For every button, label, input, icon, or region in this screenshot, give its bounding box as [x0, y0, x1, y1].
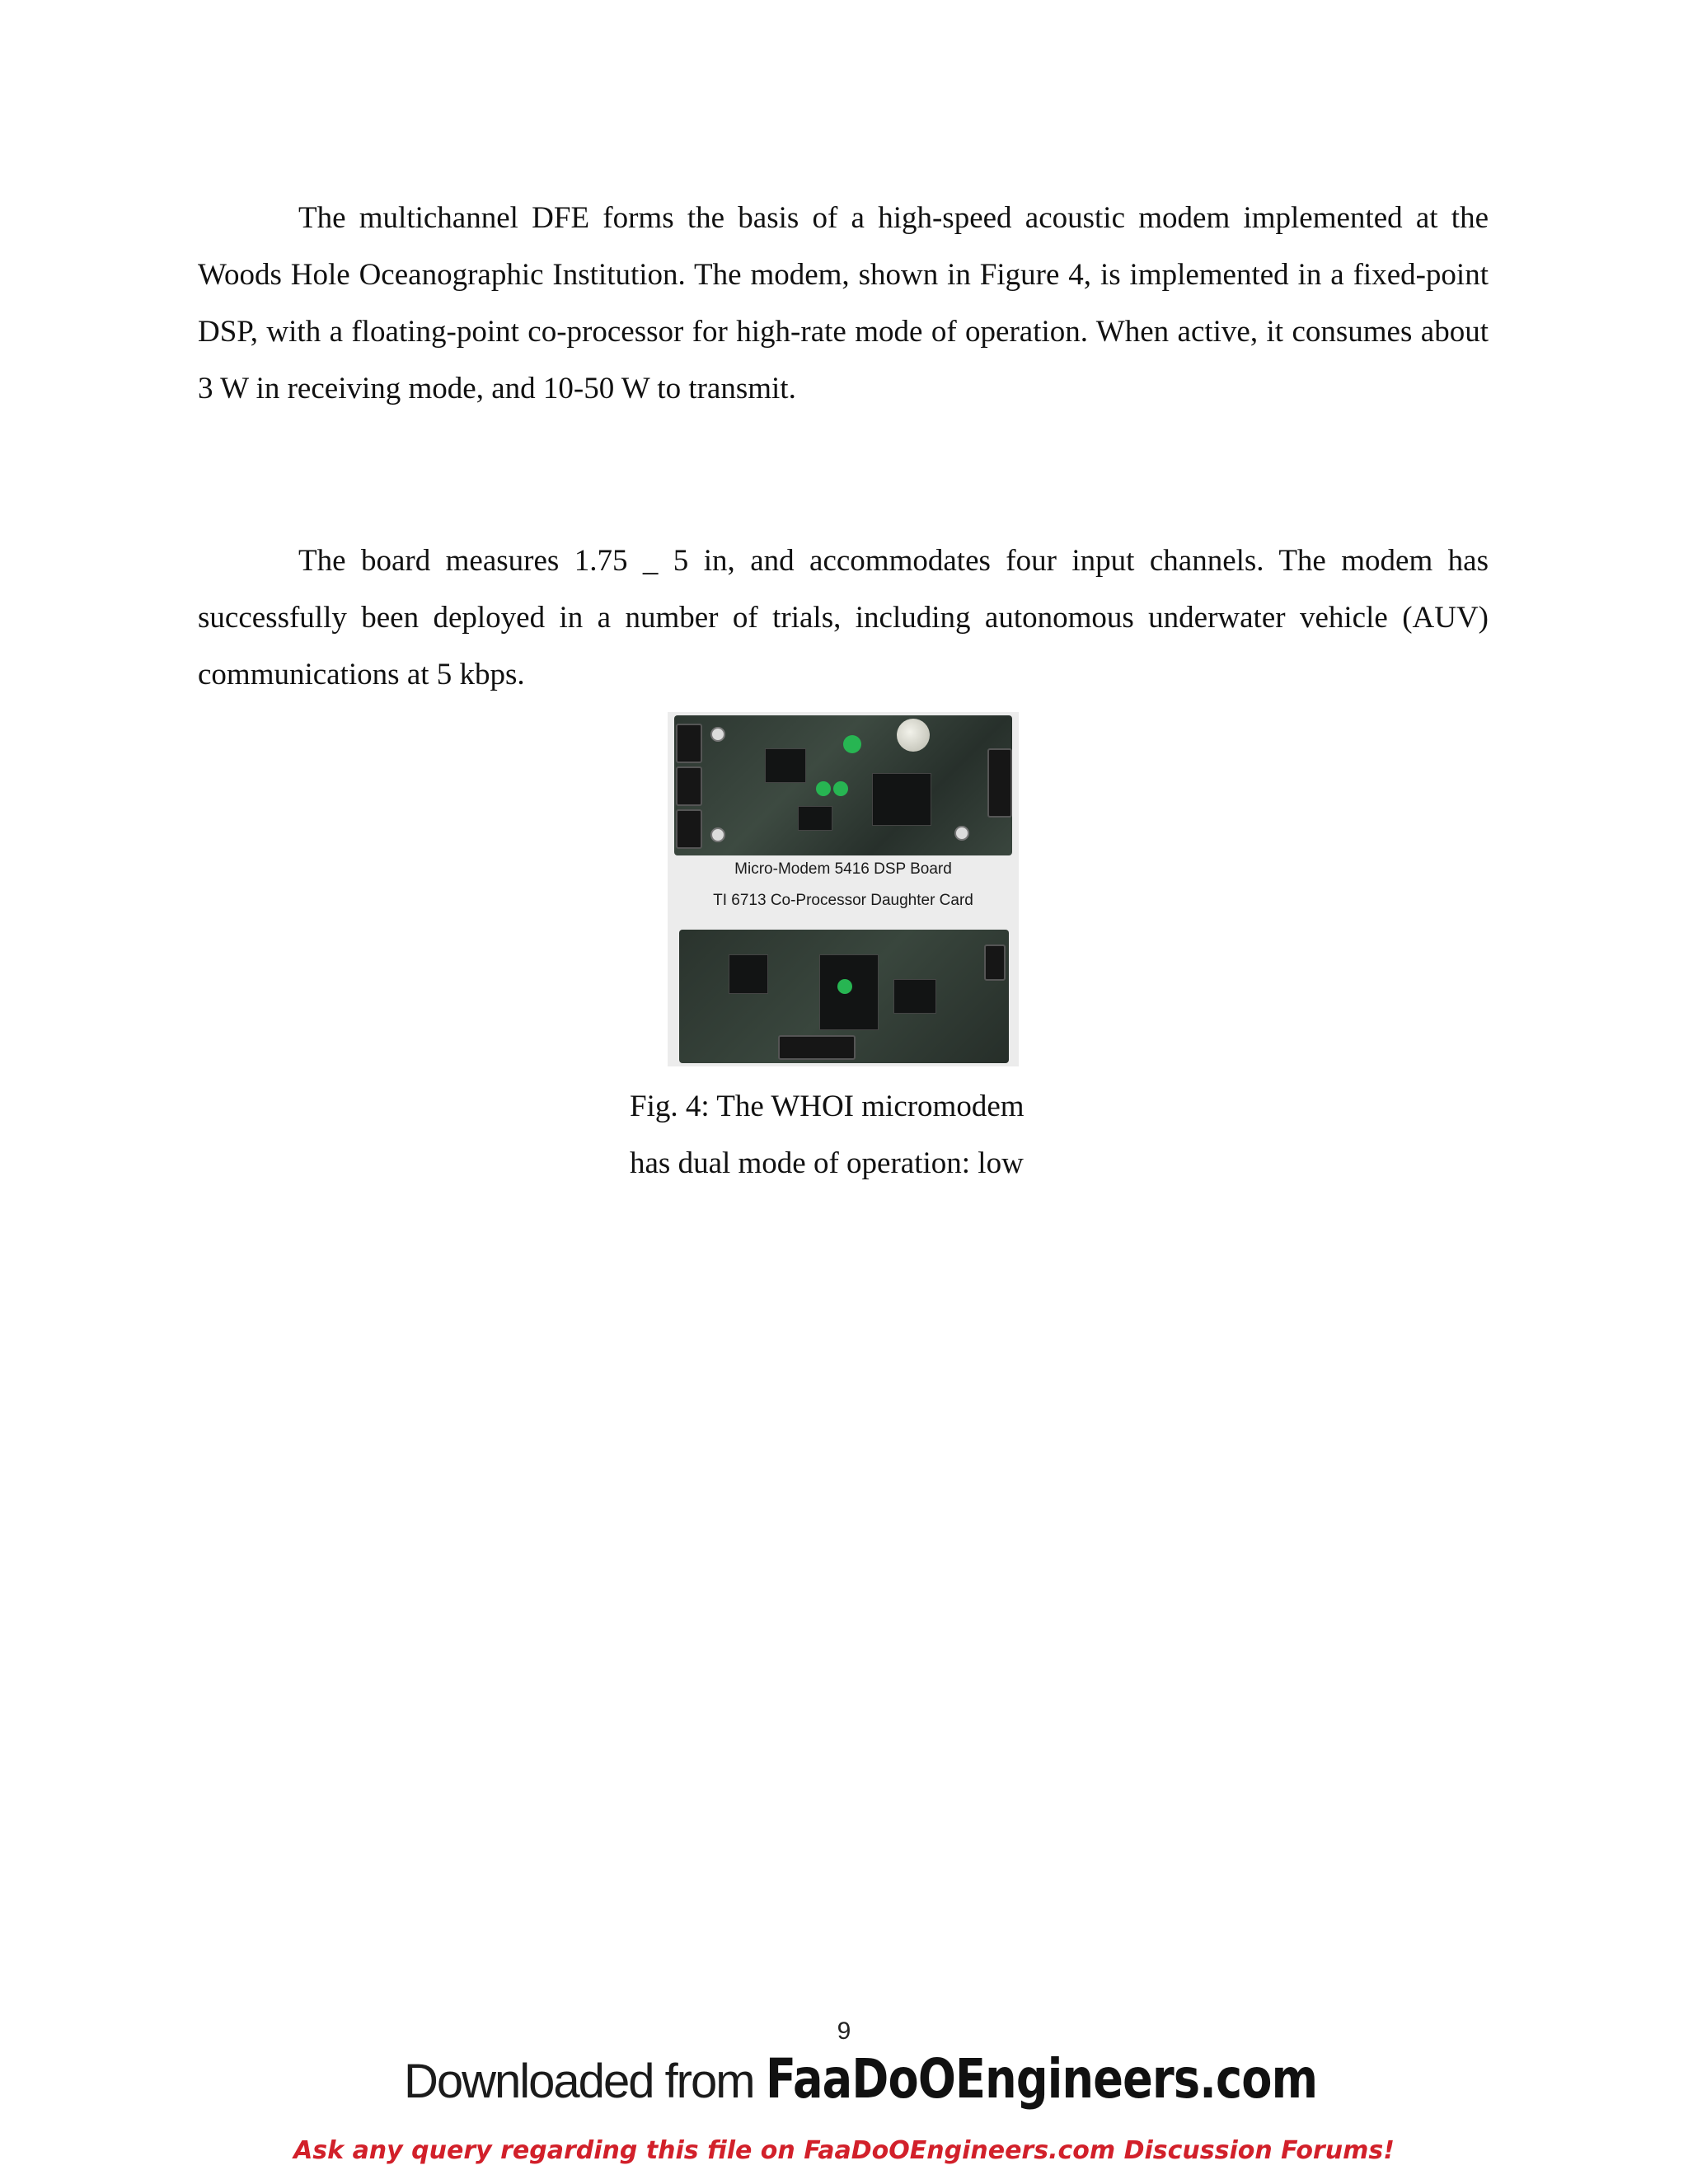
footer-watermark-logo: [404, 2047, 1317, 2121]
figure-label-coprocessor: TI 6713 Co-Processor Daughter Card: [713, 892, 973, 909]
footer-brand: FaaDoOEngineers.com: [765, 2047, 1317, 2111]
figure-caption-line-2: has dual mode of operation: low: [630, 1146, 1024, 1180]
dsp-board-image: [674, 715, 1012, 855]
figure-label-dsp-board: Micro-Modem 5416 DSP Board: [734, 860, 952, 878]
figure-modem-photo: [668, 712, 1019, 1066]
page-number: 9: [837, 2018, 851, 2045]
coprocessor-card-image: [679, 930, 1009, 1063]
figure-caption-line-1: Fig. 4: The WHOI micromodem: [630, 1090, 1025, 1123]
paragraph-2: The board measures 1.75 _ 5 in, and accommodates four input channels. The modem has successfully been deployed in a number of trials, including autonomous underwater vehicle (AUV) communications at 5 kbps.: [198, 544, 1489, 691]
footer-forum-note: Ask any query regarding this file on FaaDoOEngineers.com Discussion Forums!: [293, 2136, 1395, 2165]
paragraph-1: The multichannel DFE forms the basis of a high-speed acoustic modem implemented at the Woods Hole Oceanographic Institution. The modem, shown in Figure 4, is implemented in a fixed-point DSP, with a floating-point co-processor for high-rate mode of operation. When active, it consumes about 3 W in receiving mode, and 10-50 W to transmit.: [198, 201, 1489, 405]
footer-downloaded-from: Downloaded from: [404, 2055, 766, 2108]
